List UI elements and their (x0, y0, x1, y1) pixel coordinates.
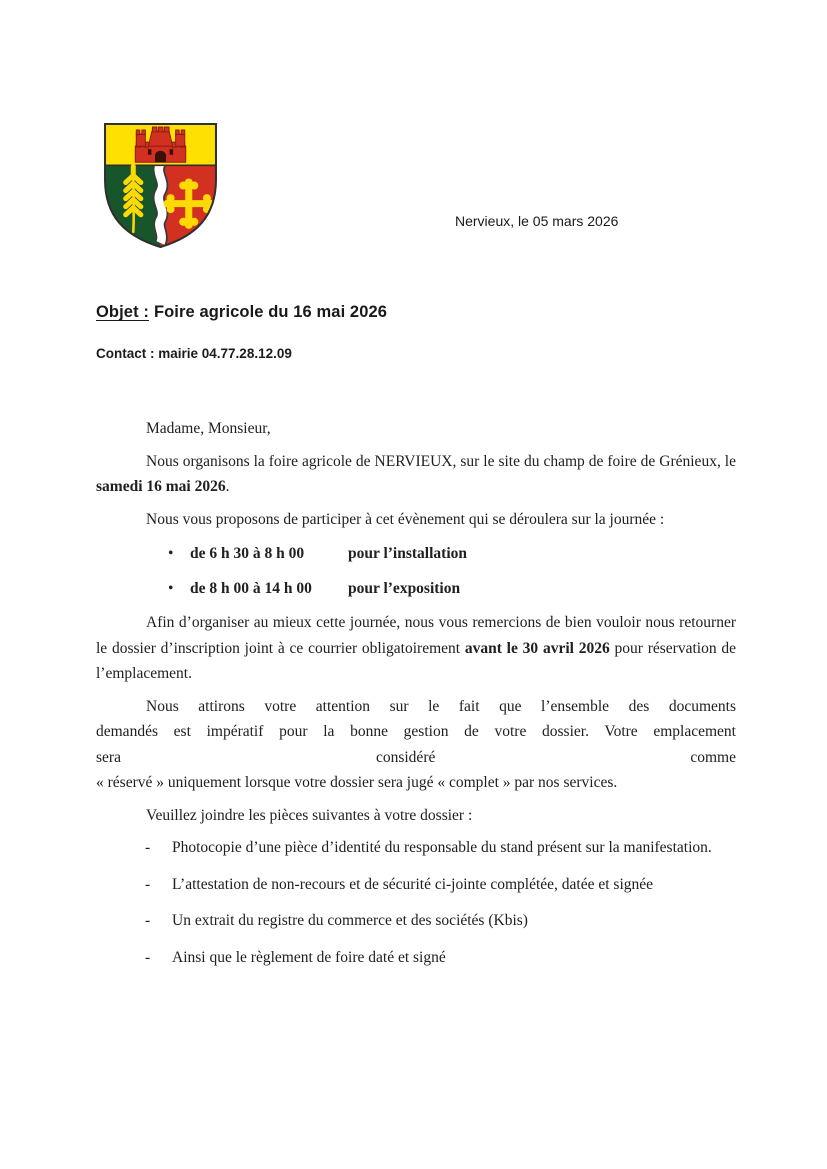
document-item (96, 945, 736, 971)
castle-door (155, 151, 166, 163)
date-line: Nervieux, le 05 mars 2026 (455, 213, 619, 229)
dash-marker: - (145, 948, 151, 966)
document-item (96, 872, 736, 898)
paragraph-proposition: Nous vous proposons de participer à cet évènement qui se déroulera sur la journée : (146, 510, 665, 528)
wavy-pale (159, 163, 162, 243)
dash-marker: - (145, 839, 151, 856)
document-item (96, 835, 736, 861)
schedule-time: de 8 h 00 à 14 h 00 (190, 579, 312, 597)
dash-marker: - (145, 912, 151, 929)
bullet-icon: • (168, 579, 174, 597)
subject-line (96, 303, 387, 322)
salutation: Madame, Monsieur, (146, 420, 271, 437)
bold-date: samedi 16 mai 2026 (96, 478, 226, 495)
dash-marker: - (145, 875, 151, 893)
schedule-list (96, 541, 736, 601)
documents-list (96, 835, 736, 970)
document-text: Un extrait du registre du commerce et des sociétés (Kbis) (172, 912, 528, 929)
schedule-label: pour l’installation (348, 545, 468, 562)
document-text: L’attestation de non-recours et de sécurité ci-jointe complétée, datée et signée (172, 875, 654, 893)
subject-title: Foire agricole du 16 mai 2026 (153, 303, 388, 321)
schedule-label: pour l’exposition (348, 579, 461, 597)
contact-line: Contact : mairie 04.77.28.12.09 (96, 346, 292, 361)
letter-body (96, 416, 736, 981)
schedule-item (96, 541, 736, 567)
paragraph-organisation: Nous organisons la foire agricole de NERVIEUX, sur le site du champ de foire de Grénieux, le samedi 16 mai 2026. (96, 452, 736, 495)
document-item (96, 908, 736, 934)
commune-crest (102, 120, 219, 251)
bullet-icon: • (168, 545, 174, 562)
schedule-item (96, 576, 736, 602)
paragraph-dossier: Afin d’organiser au mieux cette journée, nous vous remercions de bien vouloir nous retourner le dossier d’inscription joint à ce courrier obligatoirement avant le 30 avril 2026 pour réservation de l’emplacement. (96, 614, 736, 682)
paragraph-attention: Nous attirons votre attention sur le fait que l’ensemble des documents demandés est impératif pour la bonne gestion de votre dossier. Votre emplacement sera considéré comme « réservé » uniquement lorsque votre dossier sera jugé « complet » par nos services. (96, 697, 736, 791)
document-text: Ainsi que le règlement de foire daté et signé (172, 948, 446, 966)
schedule-time: de 6 h 30 à 8 h 00 (190, 545, 305, 562)
subject-label: Objet : (96, 303, 149, 321)
document-text: Photocopie d’une pièce d’identité du responsable du stand présent sur la manifestation. (172, 839, 712, 856)
bold-deadline: avant le 30 avril 2026 (464, 639, 610, 657)
paragraph-pieces: Veuillez joindre les pièces suivantes à votre dossier : (146, 806, 473, 824)
coat-of-arms-icon (102, 120, 219, 251)
